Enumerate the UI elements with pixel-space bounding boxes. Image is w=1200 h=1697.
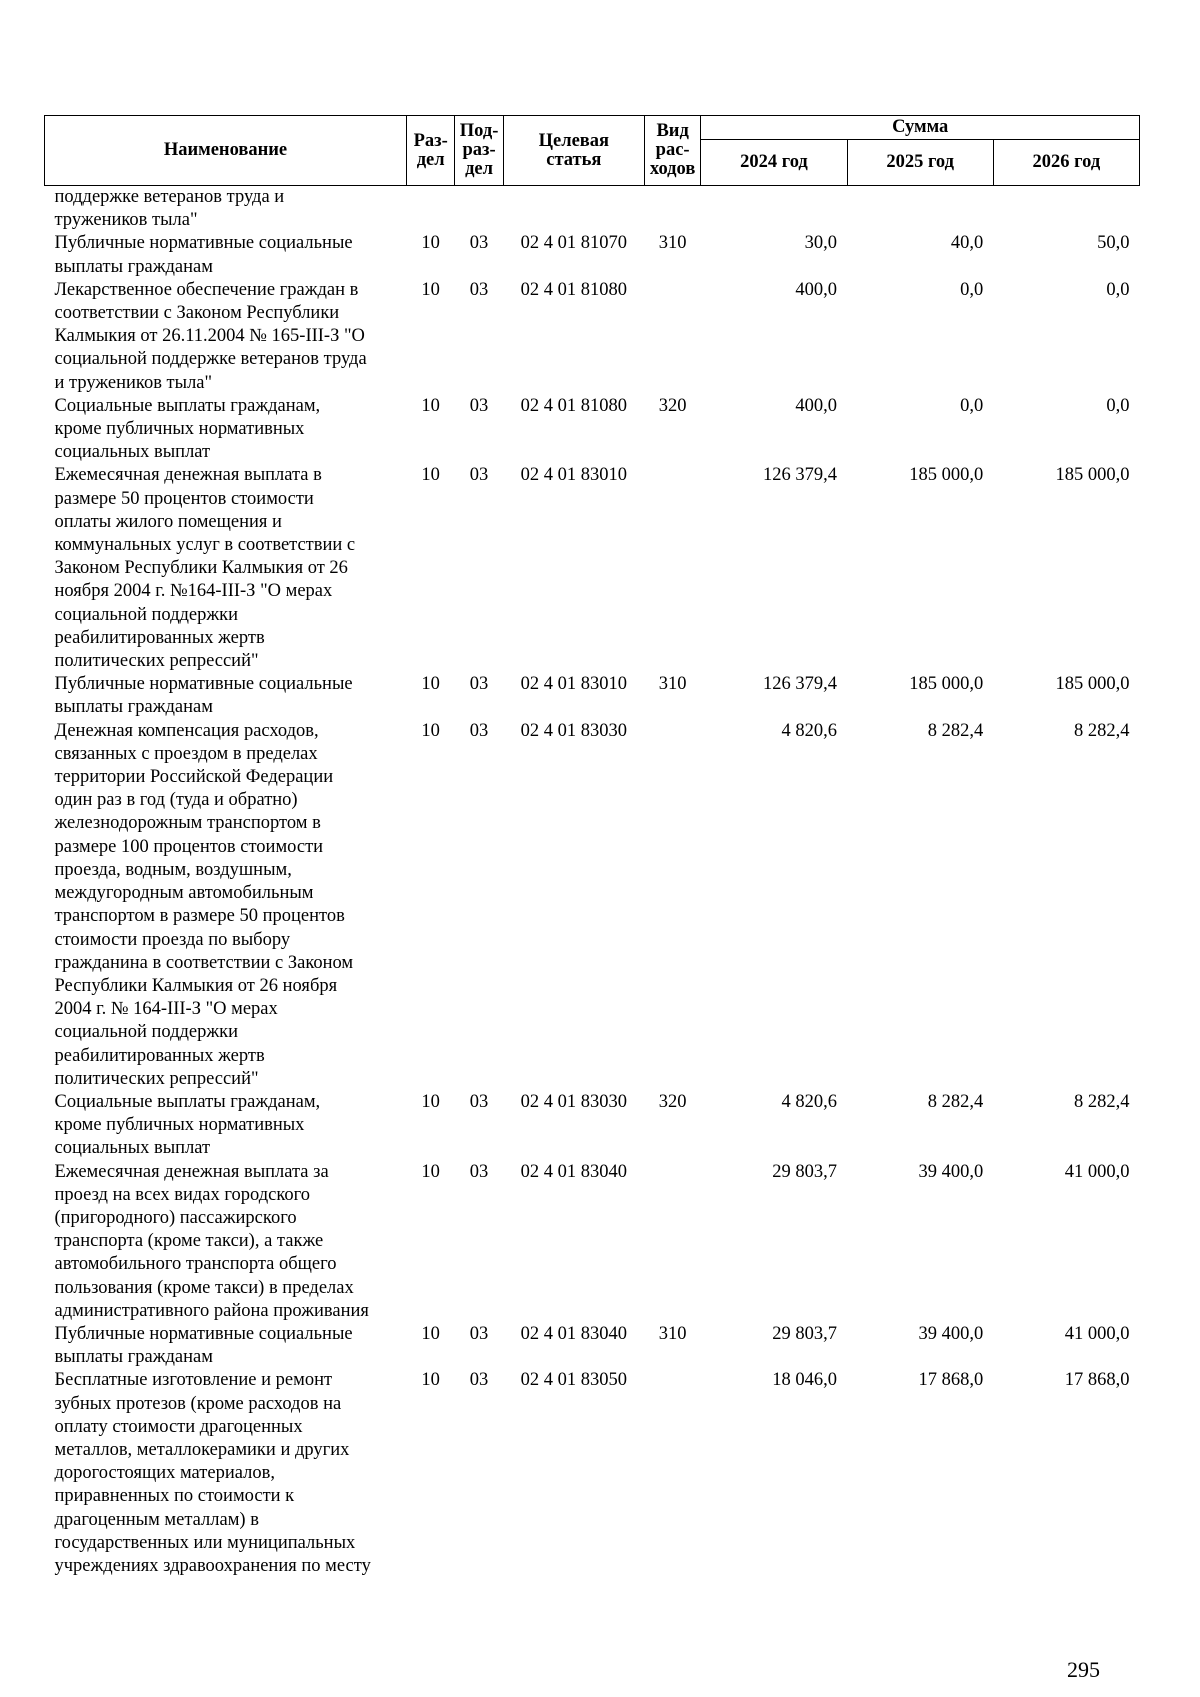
row-podrazdel: 03 [469, 233, 489, 254]
row-target-article: 02 4 01 83010 [520, 674, 628, 695]
row-sum-2025: 0,0 [960, 279, 984, 300]
row-name: Публичные нормативные социальные выплаты гражданам [54, 233, 353, 277]
row-target-article: 02 4 01 81080 [520, 395, 628, 416]
row-sum-2025: 40,0 [950, 233, 984, 254]
row-expense-type: 320 [658, 1091, 687, 1112]
row-podrazdel: 03 [469, 1161, 489, 1182]
row-sum-2026: 8 282,4 [1074, 1091, 1130, 1112]
row-expense-type: 320 [658, 395, 687, 416]
row-sum-2026: 8 282,4 [1074, 720, 1130, 741]
row-podrazdel: 03 [469, 720, 489, 741]
row-podrazdel: 03 [469, 1323, 489, 1344]
table-row [45, 279, 1140, 395]
row-target-article: 02 4 01 83030 [520, 720, 628, 741]
row-target-article: 02 4 01 83040 [520, 1323, 628, 1344]
header-podrazdel: Под- раз- дел [455, 116, 503, 186]
row-sum-2026: 50,0 [1097, 233, 1130, 254]
row-name: Денежная компенсация расходов, связанных с проездом в пределах территории Российской Федерации один раз в год (туда и обратно) железнодорожным транспортом в размере 100 процентов стоимости проезда, водным, воздушным, междугородным автомобильным транспортом в размере 50 процентов стоимости проезда по выбору гражданина в соответствии с Законом Республики Калмыкия от 26 ноября 2004 г. № 164-III-З "О мерах социальной поддержки реабилитированных жертв политических репрессий" [54, 720, 354, 1089]
row-razdel: 10 [421, 279, 440, 300]
row-sum-2026: 41 000,0 [1064, 1323, 1130, 1344]
row-name: Ежемесячная денежная выплата за проезд на всех видах городского (пригородного) пассажирского транспорта (кроме такси), а также автомобильного транспорта общего пользования (кроме такси) в пределах административного района проживания [54, 1161, 369, 1321]
row-name: Ежемесячная денежная выплата в размере 50 процентов стоимости оплаты жилого помещения и коммунальных услуг в соответствии с Законом Республики Калмыкия от 26 ноября 2004 г. №164-III-З "О мерах социальной поддержки реабилитированных жертв политических репрессий" [54, 465, 356, 672]
row-name: Бесплатные изготовление и ремонт зубных протезов (кроме расходов на оплату стоимости драгоценных металлов, металлокерамики и других дорогостоящих материалов, приравненных по стоимости к драгоценным металлам) в государственных или муниципальных учреждениях здравоохранения по месту [54, 1370, 371, 1576]
row-sum-2025: 39 400,0 [918, 1323, 984, 1344]
table-row [45, 395, 1140, 465]
table-row [45, 1091, 1140, 1161]
budget-table [44, 115, 1140, 1578]
row-sum-2026: 17 868,0 [1064, 1370, 1130, 1391]
row-razdel: 10 [421, 674, 440, 695]
row-razdel: 10 [421, 395, 440, 416]
row-sum-2024: 400,0 [795, 395, 838, 416]
row-target-article: 02 4 01 81070 [520, 233, 628, 254]
page-number: 295 [1067, 1657, 1100, 1682]
row-sum-2026: 41 000,0 [1064, 1161, 1130, 1182]
row-sum-2025 [847, 186, 993, 233]
row-sum-2025: 8 282,4 [927, 720, 984, 741]
row-sum-2026 [993, 186, 1139, 233]
row-name: Публичные нормативные социальные выплаты гражданам [54, 674, 353, 718]
row-sum-2025: 8 282,4 [927, 1091, 984, 1112]
row-razdel: 10 [421, 233, 440, 254]
table-body [45, 186, 1140, 1579]
row-razdel: 10 [421, 1323, 440, 1344]
row-sum-2026: 185 000,0 [1055, 465, 1130, 486]
header-year-2026: 2026 год [993, 140, 1139, 186]
row-sum-2025: 185 000,0 [909, 465, 984, 486]
row-sum-2024: 126 379,4 [763, 674, 838, 695]
row-expense-type [644, 464, 700, 673]
header-name: Наименование [45, 116, 407, 186]
row-target-article: 02 4 01 81080 [520, 279, 628, 300]
row-sum-2024: 29 803,7 [772, 1323, 838, 1344]
row-name: поддержке ветеранов труда и тружеников тыла" [54, 187, 285, 231]
row-expense-type: 310 [658, 233, 687, 254]
table-row [45, 464, 1140, 673]
row-podrazdel: 03 [469, 395, 489, 416]
row-target-article: 02 4 01 83030 [520, 1091, 628, 1112]
header-razdel: Раз- дел [406, 116, 454, 186]
row-target-article: 02 4 01 83040 [520, 1161, 628, 1182]
row-sum-2024: 126 379,4 [763, 465, 838, 486]
row-expense-type [644, 186, 700, 233]
row-podrazdel: 03 [469, 1091, 489, 1112]
row-podrazdel [455, 186, 503, 233]
row-target-article: 02 4 01 83010 [520, 465, 628, 486]
row-podrazdel: 03 [469, 674, 489, 695]
row-expense-type [644, 1161, 700, 1323]
table-row [45, 1323, 1140, 1369]
row-expense-type [644, 1369, 700, 1578]
table-row [45, 232, 1140, 278]
row-razdel: 10 [421, 720, 440, 741]
row-sum-2024: 29 803,7 [772, 1161, 838, 1182]
header-sum: Сумма [701, 116, 1140, 140]
table-row [45, 186, 1140, 233]
row-expense-type [644, 720, 700, 1091]
row-expense-type: 310 [658, 1323, 687, 1344]
row-expense-type [644, 279, 700, 395]
row-sum-2026: 185 000,0 [1055, 674, 1130, 695]
header-expense-type: Вид рас- ходов [644, 116, 700, 186]
row-target-article [503, 186, 644, 233]
table-header [45, 116, 1140, 186]
row-name: Социальные выплаты гражданам, кроме публичных нормативных социальных выплат [54, 395, 321, 463]
header-target-article: Целевая статья [503, 116, 644, 186]
row-podrazdel: 03 [469, 279, 489, 300]
row-sum-2024 [701, 186, 847, 233]
row-sum-2024: 4 820,6 [781, 720, 838, 741]
table-row [45, 1369, 1140, 1578]
row-podrazdel: 03 [469, 1370, 489, 1391]
row-expense-type: 310 [658, 674, 687, 695]
row-razdel: 10 [421, 1091, 440, 1112]
row-razdel [406, 186, 454, 233]
row-sum-2025: 17 868,0 [918, 1370, 984, 1391]
table-row [45, 720, 1140, 1091]
row-name: Лекарственное обеспечение граждан в соответствии с Законом Республики Калмыкия от 26.11.2004 № 165-III-З "О социальной поддержке ветеранов труда и тружеников тыла" [54, 279, 367, 393]
row-razdel: 10 [421, 1370, 440, 1391]
row-razdel: 10 [421, 1161, 440, 1182]
row-podrazdel: 03 [469, 465, 489, 486]
row-sum-2026: 0,0 [1106, 279, 1130, 300]
row-sum-2024: 4 820,6 [781, 1091, 838, 1112]
row-name: Социальные выплаты гражданам, кроме публичных нормативных социальных выплат [54, 1091, 321, 1159]
row-sum-2025: 185 000,0 [909, 674, 984, 695]
row-name: Публичные нормативные социальные выплаты гражданам [54, 1323, 353, 1368]
table-row [45, 1161, 1140, 1323]
row-razdel: 10 [421, 465, 440, 486]
table-row [45, 673, 1140, 719]
row-target-article: 02 4 01 83050 [520, 1370, 628, 1391]
row-sum-2024: 400,0 [795, 279, 838, 300]
row-sum-2025: 0,0 [960, 395, 984, 416]
row-sum-2025: 39 400,0 [918, 1161, 984, 1182]
header-year-2024: 2024 год [701, 140, 847, 186]
header-year-2025: 2025 год [847, 140, 993, 186]
row-sum-2024: 30,0 [804, 233, 838, 254]
row-sum-2026: 0,0 [1106, 395, 1130, 416]
row-sum-2024: 18 046,0 [772, 1370, 838, 1391]
